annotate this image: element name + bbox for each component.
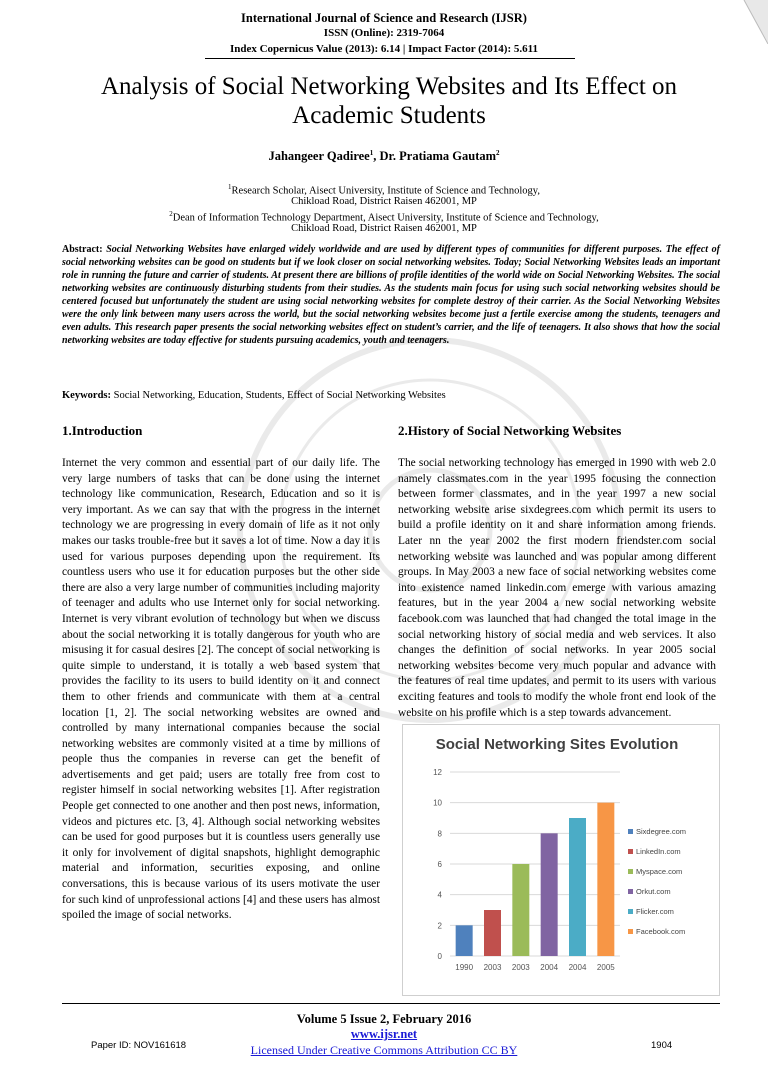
legend-entry: Sixdegree.com xyxy=(636,827,687,836)
keywords-label: Keywords: xyxy=(62,390,111,401)
header-rule xyxy=(205,58,575,59)
y-tick-label: 8 xyxy=(437,829,442,839)
license-link[interactable]: Licensed Under Creative Commons Attribution CC BY xyxy=(250,1043,518,1057)
abstract-label: Abstract: xyxy=(62,244,103,255)
y-tick-label: 4 xyxy=(437,890,442,900)
bar xyxy=(456,925,473,956)
y-tick-label: 12 xyxy=(433,768,442,777)
author-1-sup: 1 xyxy=(369,149,374,157)
x-tick-label: 1990 xyxy=(455,963,474,972)
x-tick-label: 2005 xyxy=(596,963,615,972)
affiliation-1-line-2: Chikload Road, District Raisen 462001, MP xyxy=(291,196,477,207)
author-separator: , xyxy=(373,149,380,164)
issn: ISSN (Online): 2319-7064 xyxy=(323,27,445,39)
affiliation-1-line-1: $^1$Research Scholar, Aisect University, Institute of Science and Technology, xyxy=(228,183,540,197)
affiliation-2-line-2: Chikload Road, District Raisen 462001, MP xyxy=(291,223,477,234)
bar xyxy=(569,818,586,956)
y-tick-label: 6 xyxy=(437,860,442,869)
affil-1-sup: 1 xyxy=(228,183,232,191)
keywords-text: Social Networking, Education, Students, Effect of Social Networking Websites xyxy=(113,390,446,401)
journal-name: International Journal of Science and Research (IJSR) xyxy=(241,11,527,25)
x-tick-label: 2004 xyxy=(540,963,559,972)
section-1-body: Internet the very common and essential part of our daily life. The very large numbers of tasks that can be done using the internet technology like communication, Research, Education and so it is very important. As we can say that with the progress in the internet technology we are progressing in every domain of life as it not only makes our tasks trouble-free but it saves a lot of time. Now a day it is used for various purposes depending upon the requirement. Its countless users who use it for education purposes but the other side there are also a very large number of communities including majority of teenager and adults who use Internet only for social networking. Internet is very vibrant evolution of technology but when we discuss about the social networking it is totally dangerous for youth who are misusing it for casual desires [2]. The concept of social networking is quite simple to understand, it is totally a web based system that provides the facility to its users to build identity on it and connect them to other friends and communicate with them at a central location [1, 2]. The social networking websites are owned and controlled by many international companies because the social networking websites are commonly visited at a time by millions of people thus the companies in reverse can get the benefit of advertisements and get paid; users are totally free from cost to register himself in social networking websites [1]. After registration People get connected to one another and then post news, information, videos and pictures etc. [3, 4]. Although social networking websites can be used for good purposes but it is countless users generally use it only for involvement of digital snapshots, highlight demographic material and information, securities exposing, and online conversations, this is because various of its users motivate the user for such kind of unprofessional actions [4] and these users has almost spoiled the image of social networks. xyxy=(62,457,380,922)
chart-frame xyxy=(403,725,720,996)
legend-swatch xyxy=(628,869,633,874)
bar xyxy=(541,833,558,956)
bar xyxy=(597,803,614,956)
y-tick-label: 10 xyxy=(433,798,442,808)
legend-swatch xyxy=(628,829,633,834)
affil-2-sup: 2 xyxy=(169,210,173,218)
legend-entry: LinkedIn.com xyxy=(636,847,681,856)
paper-id: Paper ID: NOV161618 xyxy=(91,1040,187,1051)
legend-swatch xyxy=(628,909,633,914)
legend-entry: Myspace.com xyxy=(636,867,683,876)
y-tick-label: 2 xyxy=(437,921,442,931)
page-number: 1904 xyxy=(651,1040,673,1051)
section-2-heading: 2.History of Social Networking Websites xyxy=(398,423,622,438)
legend-swatch xyxy=(628,929,633,934)
authors xyxy=(0,149,768,164)
footer-rule xyxy=(62,1003,720,1004)
abstract-text: Social Networking Websites have enlarged widely worldwide and are used by different types of communities for different purposes. The effect of social networking websites can be good on students but if we look closer on social networking websites. Today; Social Networking Websites leads an important role in running the future and carrier of students. At present there are billions of profile identities of the world wide on Social Networking Websites. The social networking websites are continuously disturbing students from their studies. As the students main focus for using such social networking websites should be centered focused but unfortunately the student are using social networking websites for complete destroy of their carrier. As the Social Networking Websites were the only link between many users across the world, but the social networking websites become just a fertile exercise among the students, teenagers and even adults. This research paper presents the social networking websites effect on student’s carrier, and the life of teenagers. It also shows that how the social networking websites are today effective for students pursuing academics, youth and teenagers. xyxy=(62,244,721,346)
legend-entry: Flicker.com xyxy=(636,907,674,916)
x-tick-label: 2004 xyxy=(568,963,587,972)
index-impact: Index Copernicus Value (2013): 6.14 | Impact Factor (2014): 5.611 xyxy=(229,43,539,55)
author-2: Dr. Pratiama Gautam xyxy=(379,149,497,164)
x-tick-label: 2003 xyxy=(511,963,530,972)
author-1: Jahangeer Qadiree xyxy=(268,149,370,164)
x-tick-label: 2003 xyxy=(483,963,502,972)
paper-title: Analysis of Social Networking Websites and Its Effect on Academic Students xyxy=(100,73,678,129)
bar-chart xyxy=(402,724,720,996)
y-tick-label: 0 xyxy=(437,952,442,961)
chart-title: Social Networking Sites Evolution xyxy=(435,736,679,753)
author-2-sup: 2 xyxy=(496,149,500,157)
legend-entry: Orkut.com xyxy=(636,887,671,896)
section-2-body: The social networking technology has emerged in 1990 with web 2.0 namely classmates.com in the year 1995 focusing the connection between former classmates, and in the year 1997 a new social networking website arise sixdegrees.com which permit its users to build a profile identity on it and share information among friends. Later nn the year 2002 the first modern friendster.com social networking website was launched and was popular among different groups. In May 2003 a new face of social networking websites come into existence named linkedin.com emerge with various amazing features, but in the year 2004 a new social networking website facebook.com was launched that had changed the total image in the social networking history of social media and web services. It also changes the definition of social networks. In year 2005 social networking websites become very much popular and advance with the features of real time updates, and permit to its users with various exciting features and tools to modify the whole front end look of the website on his profile which is a step towards advancement. xyxy=(398,457,716,719)
bar xyxy=(484,910,501,956)
affiliation-2-line-1: $^2$Dean of Information Technology Department, Aisect University, Institute of Science and Technology, xyxy=(169,210,599,224)
legend-entry: Facebook.com xyxy=(636,927,686,936)
section-1-heading: 1.Introduction xyxy=(62,423,143,438)
volume-issue: Volume 5 Issue 2, February 2016 xyxy=(296,1012,472,1026)
bar xyxy=(512,864,529,956)
legend-swatch xyxy=(628,849,633,854)
legend-swatch xyxy=(628,889,633,894)
journal-url-link[interactable]: www.ijsr.net xyxy=(350,1027,418,1041)
